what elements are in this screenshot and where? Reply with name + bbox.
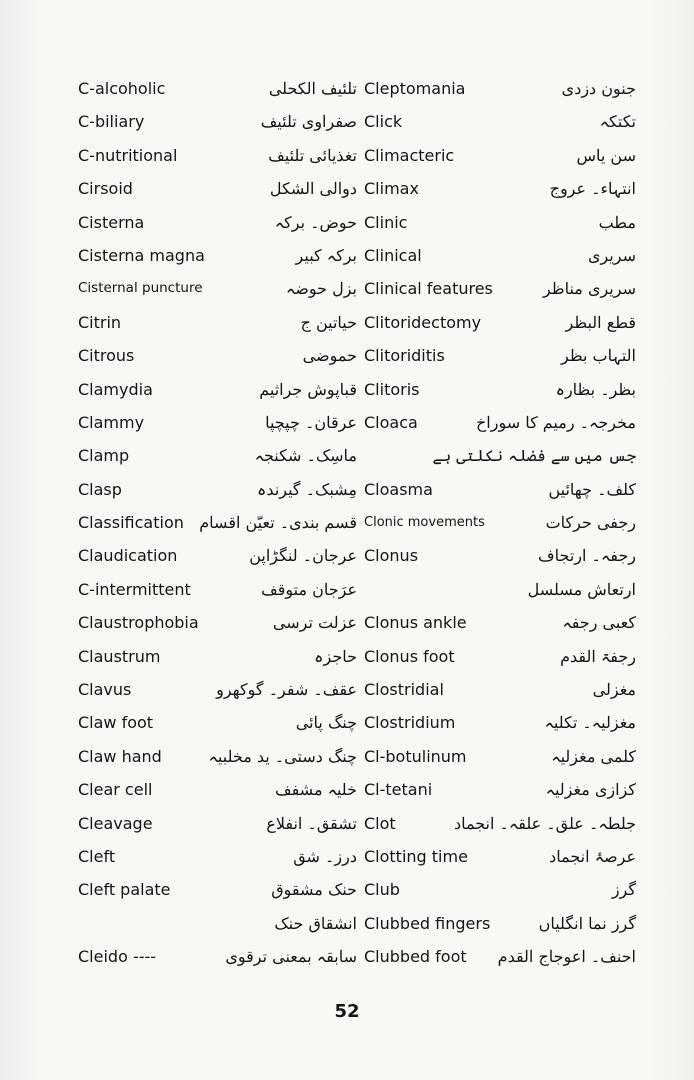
- term-english-left: Claustrophobia: [78, 613, 199, 633]
- term-english-left: Clear cell: [78, 780, 153, 800]
- glossary-row: [0, 706, 694, 739]
- glossary-row: [0, 807, 694, 840]
- term-english-right: Club: [364, 880, 400, 900]
- term-urdu-left: برکہ کبیر: [295, 245, 357, 265]
- term-english-right: Clubbed fingers: [364, 913, 491, 933]
- term-urdu-right: ارتعاش مسلسل: [527, 579, 636, 599]
- term-english-right: Clotting time: [364, 846, 468, 866]
- term-english-left: Cleft: [78, 846, 116, 866]
- term-urdu-left: چنگ پائی: [295, 713, 357, 733]
- term-urdu-left: انشقاق حنک: [274, 913, 357, 933]
- glossary-row: [0, 539, 694, 572]
- term-urdu-left: حوض۔ برکہ: [274, 212, 357, 232]
- term-english-right: Clinical: [364, 245, 422, 265]
- term-urdu-left: دوالی الشکل: [269, 179, 357, 199]
- term-english-left: Cisterna: [78, 212, 145, 232]
- term-english-right: Clot: [364, 813, 396, 833]
- term-english-right: Clinic: [364, 212, 408, 232]
- term-english-left: Claudication: [78, 546, 178, 566]
- term-urdu-right: تکتکہ: [599, 112, 636, 132]
- term-english-right: Clonus ankle: [364, 613, 467, 633]
- term-urdu-left: عرَجان متوقف: [261, 579, 357, 599]
- glossary-row: [0, 606, 694, 639]
- term-english-right: Clonus: [364, 546, 419, 566]
- term-urdu-left: عقف۔ شفر۔ گوکھرو: [216, 680, 357, 700]
- term-urdu-right: سریری: [587, 245, 636, 265]
- term-urdu-right: مغزلیہ۔ تکلیہ: [544, 713, 636, 733]
- term-urdu-right: انتہاء۔ عروج: [549, 179, 636, 199]
- glossary-row: [0, 907, 694, 940]
- glossary-row: [0, 439, 694, 472]
- term-urdu-right: جس میں سے فضلہ نکلتی ہے: [432, 446, 636, 466]
- term-urdu-right: سن یاس: [576, 145, 636, 165]
- term-urdu-right: جلطہ۔ علق۔ علقہ۔ انجماد: [453, 813, 636, 833]
- term-english-right: Cloasma: [364, 479, 433, 499]
- term-urdu-left: درز۔ شق: [293, 846, 357, 866]
- glossary-row: [0, 473, 694, 506]
- term-english-left: Clammy: [78, 412, 145, 432]
- term-urdu-right: سریری مناظر: [543, 279, 636, 299]
- term-english-right: Cleptomania: [364, 79, 466, 98]
- term-urdu-right: قطع البظر: [565, 312, 636, 332]
- term-english-right: Climacteric: [364, 145, 455, 165]
- term-urdu-left: سابقہ بمعنی ترقوی: [225, 947, 357, 967]
- term-english-right: Cloaca: [364, 412, 418, 432]
- term-english-left: Cisternal puncture: [78, 280, 203, 297]
- glossary-row: [0, 72, 694, 105]
- term-urdu-right: کزازی مغزلیہ: [545, 780, 636, 800]
- term-english-right: Cl-botulinum: [364, 746, 467, 766]
- glossary-row: [0, 940, 694, 973]
- glossary-row: [0, 506, 694, 539]
- term-urdu-left: بزل حوضہ: [285, 279, 357, 299]
- glossary-row: [0, 206, 694, 239]
- term-urdu-right: مطب: [598, 212, 636, 232]
- term-urdu-left: عرقان۔ چپچپا: [265, 412, 357, 432]
- term-english-left: Claw hand: [78, 746, 162, 766]
- term-urdu-left: چنگ دستی۔ ید مخلبیہ: [208, 746, 357, 766]
- glossary-row: [0, 573, 694, 606]
- term-english-right: Clitoriditis: [364, 346, 445, 366]
- term-english-left: Cleft palate: [78, 880, 171, 900]
- term-urdu-left: ماسِک۔ شکنجہ: [254, 446, 357, 466]
- term-english-right: Clitoridectomy: [364, 312, 482, 332]
- term-urdu-right: مخرجہ۔ رمیم کا سوراخ: [475, 412, 636, 432]
- glossary-row: [0, 172, 694, 205]
- glossary-row: [0, 306, 694, 339]
- term-urdu-left: حنک مشقوق: [271, 880, 357, 900]
- term-urdu-left: قباپوش جراثیم: [259, 379, 357, 399]
- term-english-left: Cisterna magna: [78, 245, 205, 265]
- glossary-columns: [0, 72, 694, 974]
- glossary-row: [0, 339, 694, 372]
- glossary-row: [0, 740, 694, 773]
- term-english-right: Cl-tetani: [364, 780, 433, 800]
- glossary-row: [0, 773, 694, 806]
- term-english-left: Cirsoid: [78, 179, 133, 199]
- term-english-left: Clamydia: [78, 379, 153, 399]
- term-urdu-right: گرز نما انگلیاں: [538, 913, 636, 933]
- term-urdu-right: بظر۔ بظارہ: [555, 379, 636, 399]
- term-english-left: Cleido ----: [78, 947, 157, 967]
- term-urdu-right: التہاب بظر: [561, 346, 636, 366]
- term-english-left: C-biliary: [78, 112, 145, 132]
- term-urdu-right: احنف۔ اعوجاج القدم: [497, 947, 636, 967]
- term-english-left: Clamp: [78, 446, 130, 466]
- term-urdu-right: رجفۃ القدم: [560, 646, 636, 666]
- glossary-row: [0, 873, 694, 906]
- term-urdu-left: تغذیائی تلئیف: [268, 145, 357, 165]
- glossary-row: [0, 373, 694, 406]
- term-urdu-left: حموضی: [302, 346, 357, 366]
- term-english-right: Clonic movements: [364, 515, 485, 531]
- term-english-right: Climax: [364, 179, 419, 199]
- term-urdu-right: رجفہ۔ ارتجاف: [538, 546, 636, 566]
- term-urdu-right: جنون دزدی: [561, 79, 636, 98]
- term-urdu-left: تلئیف الکحلی: [268, 79, 357, 98]
- term-english-left: C-nutritional: [78, 145, 178, 165]
- term-urdu-right: رجفی حرکات: [545, 513, 636, 533]
- glossary-row: [0, 406, 694, 439]
- term-english-left: Citrous: [78, 346, 135, 366]
- term-urdu-right: کعبی رجفہ: [562, 613, 636, 633]
- glossary-row: [0, 840, 694, 873]
- glossary-row: [0, 139, 694, 172]
- glossary-row: [0, 673, 694, 706]
- term-urdu-left: قسم بندی۔ تعیّن اقسام: [199, 513, 357, 533]
- term-english-left: Citrin: [78, 312, 122, 332]
- term-english-right: Clostridium: [364, 713, 456, 733]
- term-urdu-left: عزلت ترسی: [272, 613, 357, 633]
- term-english-right: Clubbed foot: [364, 947, 467, 967]
- term-urdu-right: کلف۔ چھائیں: [548, 479, 636, 499]
- term-urdu-right: عرصۂ انجماد: [549, 846, 636, 866]
- term-urdu-left: عرجان۔ لنگڑاپن: [249, 546, 357, 566]
- term-urdu-left: حاجزہ: [314, 646, 357, 666]
- term-english-left: Classification: [78, 513, 184, 533]
- term-urdu-left: تشقق۔ انفلاع: [266, 813, 357, 833]
- glossary-row: [0, 272, 694, 305]
- term-english-left: C-alcoholic: [78, 79, 166, 98]
- term-english-left: Claustrum: [78, 646, 161, 666]
- glossary-row: [0, 105, 694, 138]
- term-urdu-right: مغزلی: [592, 680, 636, 700]
- term-urdu-left: حیاتین ج: [300, 312, 357, 332]
- term-urdu-left: صفراوی تلئیف: [260, 112, 357, 132]
- term-english-right: Clitoris: [364, 379, 420, 399]
- term-english-left: C-intermittent: [78, 579, 191, 599]
- glossary-row: [0, 640, 694, 673]
- term-urdu-right: کلمی مغزلیہ: [551, 746, 636, 766]
- page-number: 52: [334, 1001, 360, 1022]
- term-urdu-right: گرز: [611, 880, 636, 900]
- term-english-right: Clonus foot: [364, 646, 455, 666]
- glossary-row: [0, 239, 694, 272]
- term-english-left: Clasp: [78, 479, 122, 499]
- term-english-right: Clinical features: [364, 279, 493, 299]
- term-english-right: Clostridial: [364, 680, 444, 700]
- term-english-right: Click: [364, 112, 403, 132]
- term-urdu-left: خلیہ مشفف: [275, 780, 357, 800]
- term-urdu-left: مِشبک۔ گیرندہ: [257, 479, 357, 499]
- term-english-left: Clavus: [78, 680, 132, 700]
- term-english-left: Cleavage: [78, 813, 153, 833]
- term-english-left: Claw foot: [78, 713, 154, 733]
